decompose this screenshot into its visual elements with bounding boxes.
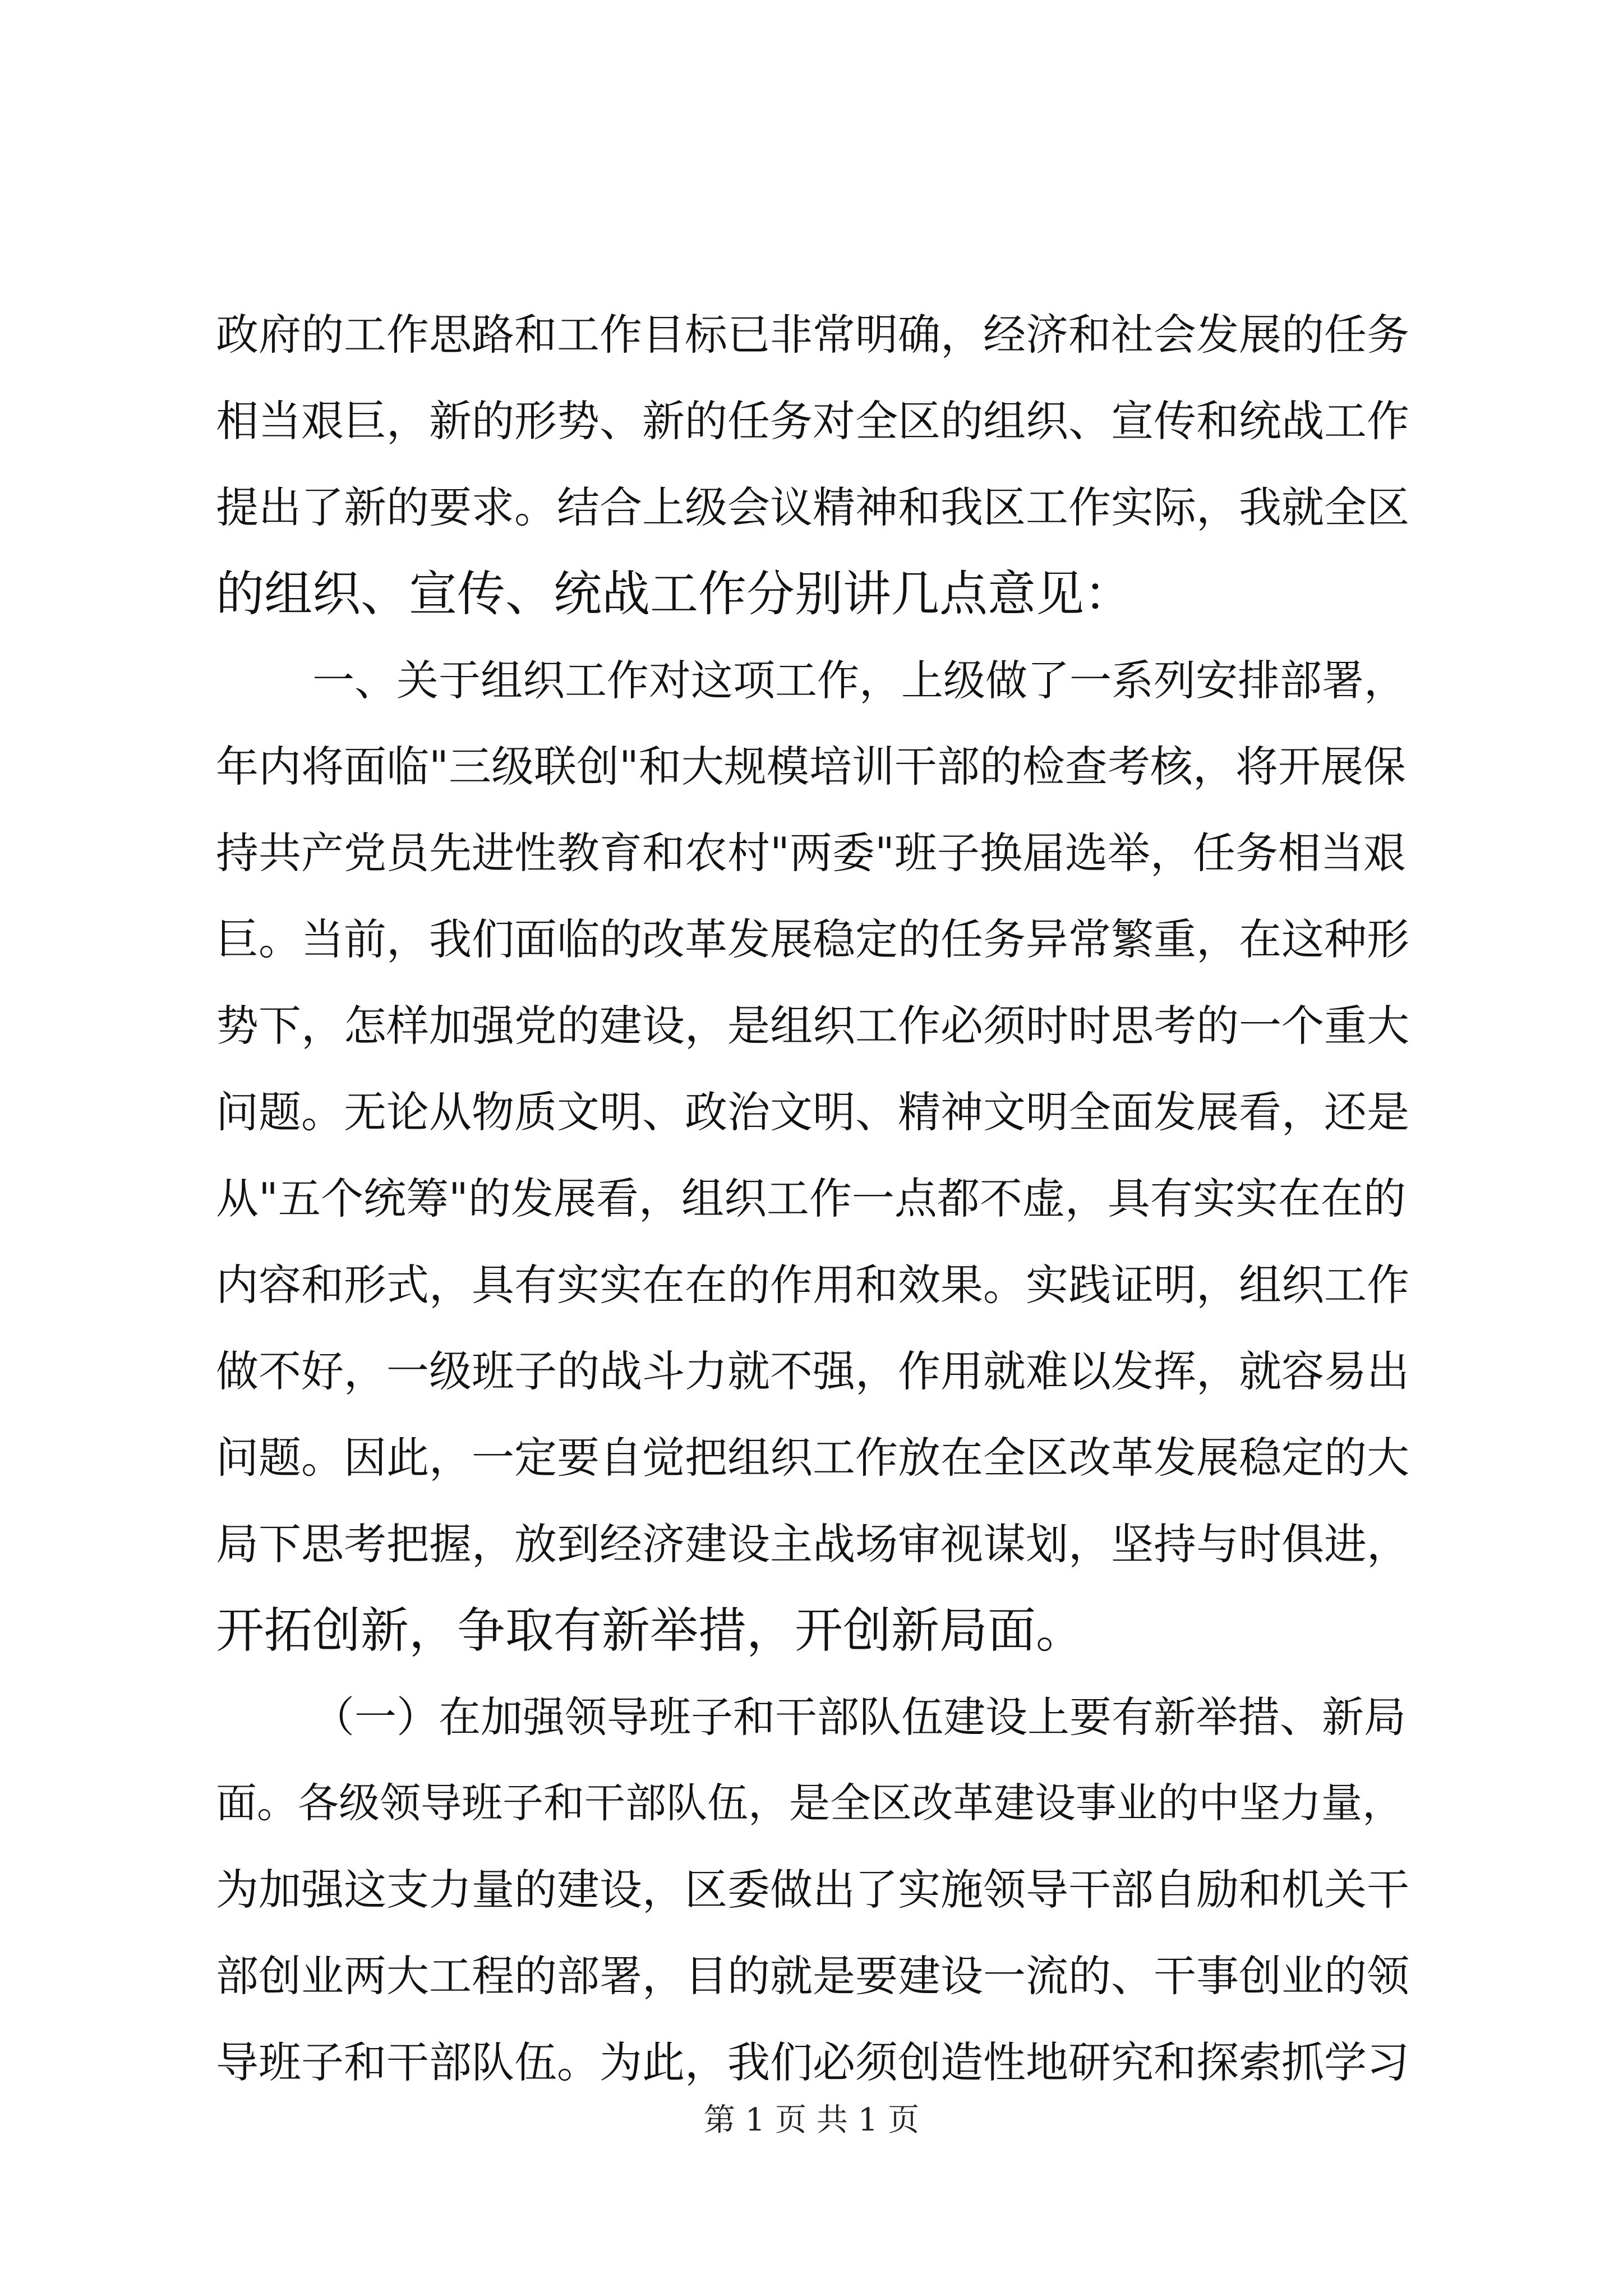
text-line: 相当艰巨，新的形势、新的任务对全区的组织、宣传和统战工作 [216,396,1409,446]
text-line: 内容和形式，具有实实在在的作用和效果。实践证明，组织工作 [216,1260,1409,1310]
text-line: （一）在加强领导班子和干部队伍建设上要有新举措、新局 [312,1692,1407,1742]
text-line: 为加强这支力量的建设，区委做出了实施领导干部自励和机关干 [216,1865,1409,1915]
text-line: 问题。无论从物质文明、政治文明、精神文明全面发展看，还是 [216,1087,1409,1137]
page-footer: 第 1 页 共 1 页 [703,2102,920,2138]
text-line: 做不好，一级班子的战斗力就不强，作用就难以发挥，就容易出 [216,1346,1409,1396]
text-line: 问题。因此，一定要自觉把组织工作放在全区改革发展稳定的大 [216,1433,1409,1483]
text-line: 巨。当前，我们面临的改革发展稳定的任务异常繁重，在这种形 [216,914,1409,964]
text-line: 开拓创新，争取有新举措，开创新局面。 [216,1603,1084,1659]
text-line: 导班子和干部队伍。为此，我们必须创造性地研究和探索抓学习 [216,2037,1409,2087]
text-line: 持共产党员先进性教育和农村"两委"班子换届选举，任务相当艰 [216,828,1406,878]
document-body [216,292,1416,2106]
text-line: 的组织、宣传、统战工作分别讲几点意见： [216,566,1132,622]
text-line: 从"五个统筹"的发展看，组织工作一点都不虚，具有实实在在的 [216,1174,1406,1223]
text-line: 提出了新的要求。结合上级会议精神和我区工作实际，我就全区 [216,482,1409,532]
text-line: 一、关于组织工作对这项工作，上级做了一系列安排部署， [312,656,1407,705]
text-line: 政府的工作思路和工作目标已非常明确，经济和社会发展的任务 [216,310,1409,360]
text-line: 部创业两大工程的部署，目的就是要建设一流的、干事创业的领 [216,1951,1409,2001]
text-line: 面。各级领导班子和干部队伍，是全区改革建设事业的中坚力量， [216,1779,1403,1827]
text-line: 局下思考把握，放到经济建设主战场审视谋划，坚持与时俱进， [216,1519,1409,1569]
text-line: 势下，怎样加强党的建设，是组织工作必须时时思考的一个重大 [216,1001,1409,1051]
text-line: 年内将面临"三级联创"和大规模培训干部的检查考核，将开展保 [216,742,1406,792]
